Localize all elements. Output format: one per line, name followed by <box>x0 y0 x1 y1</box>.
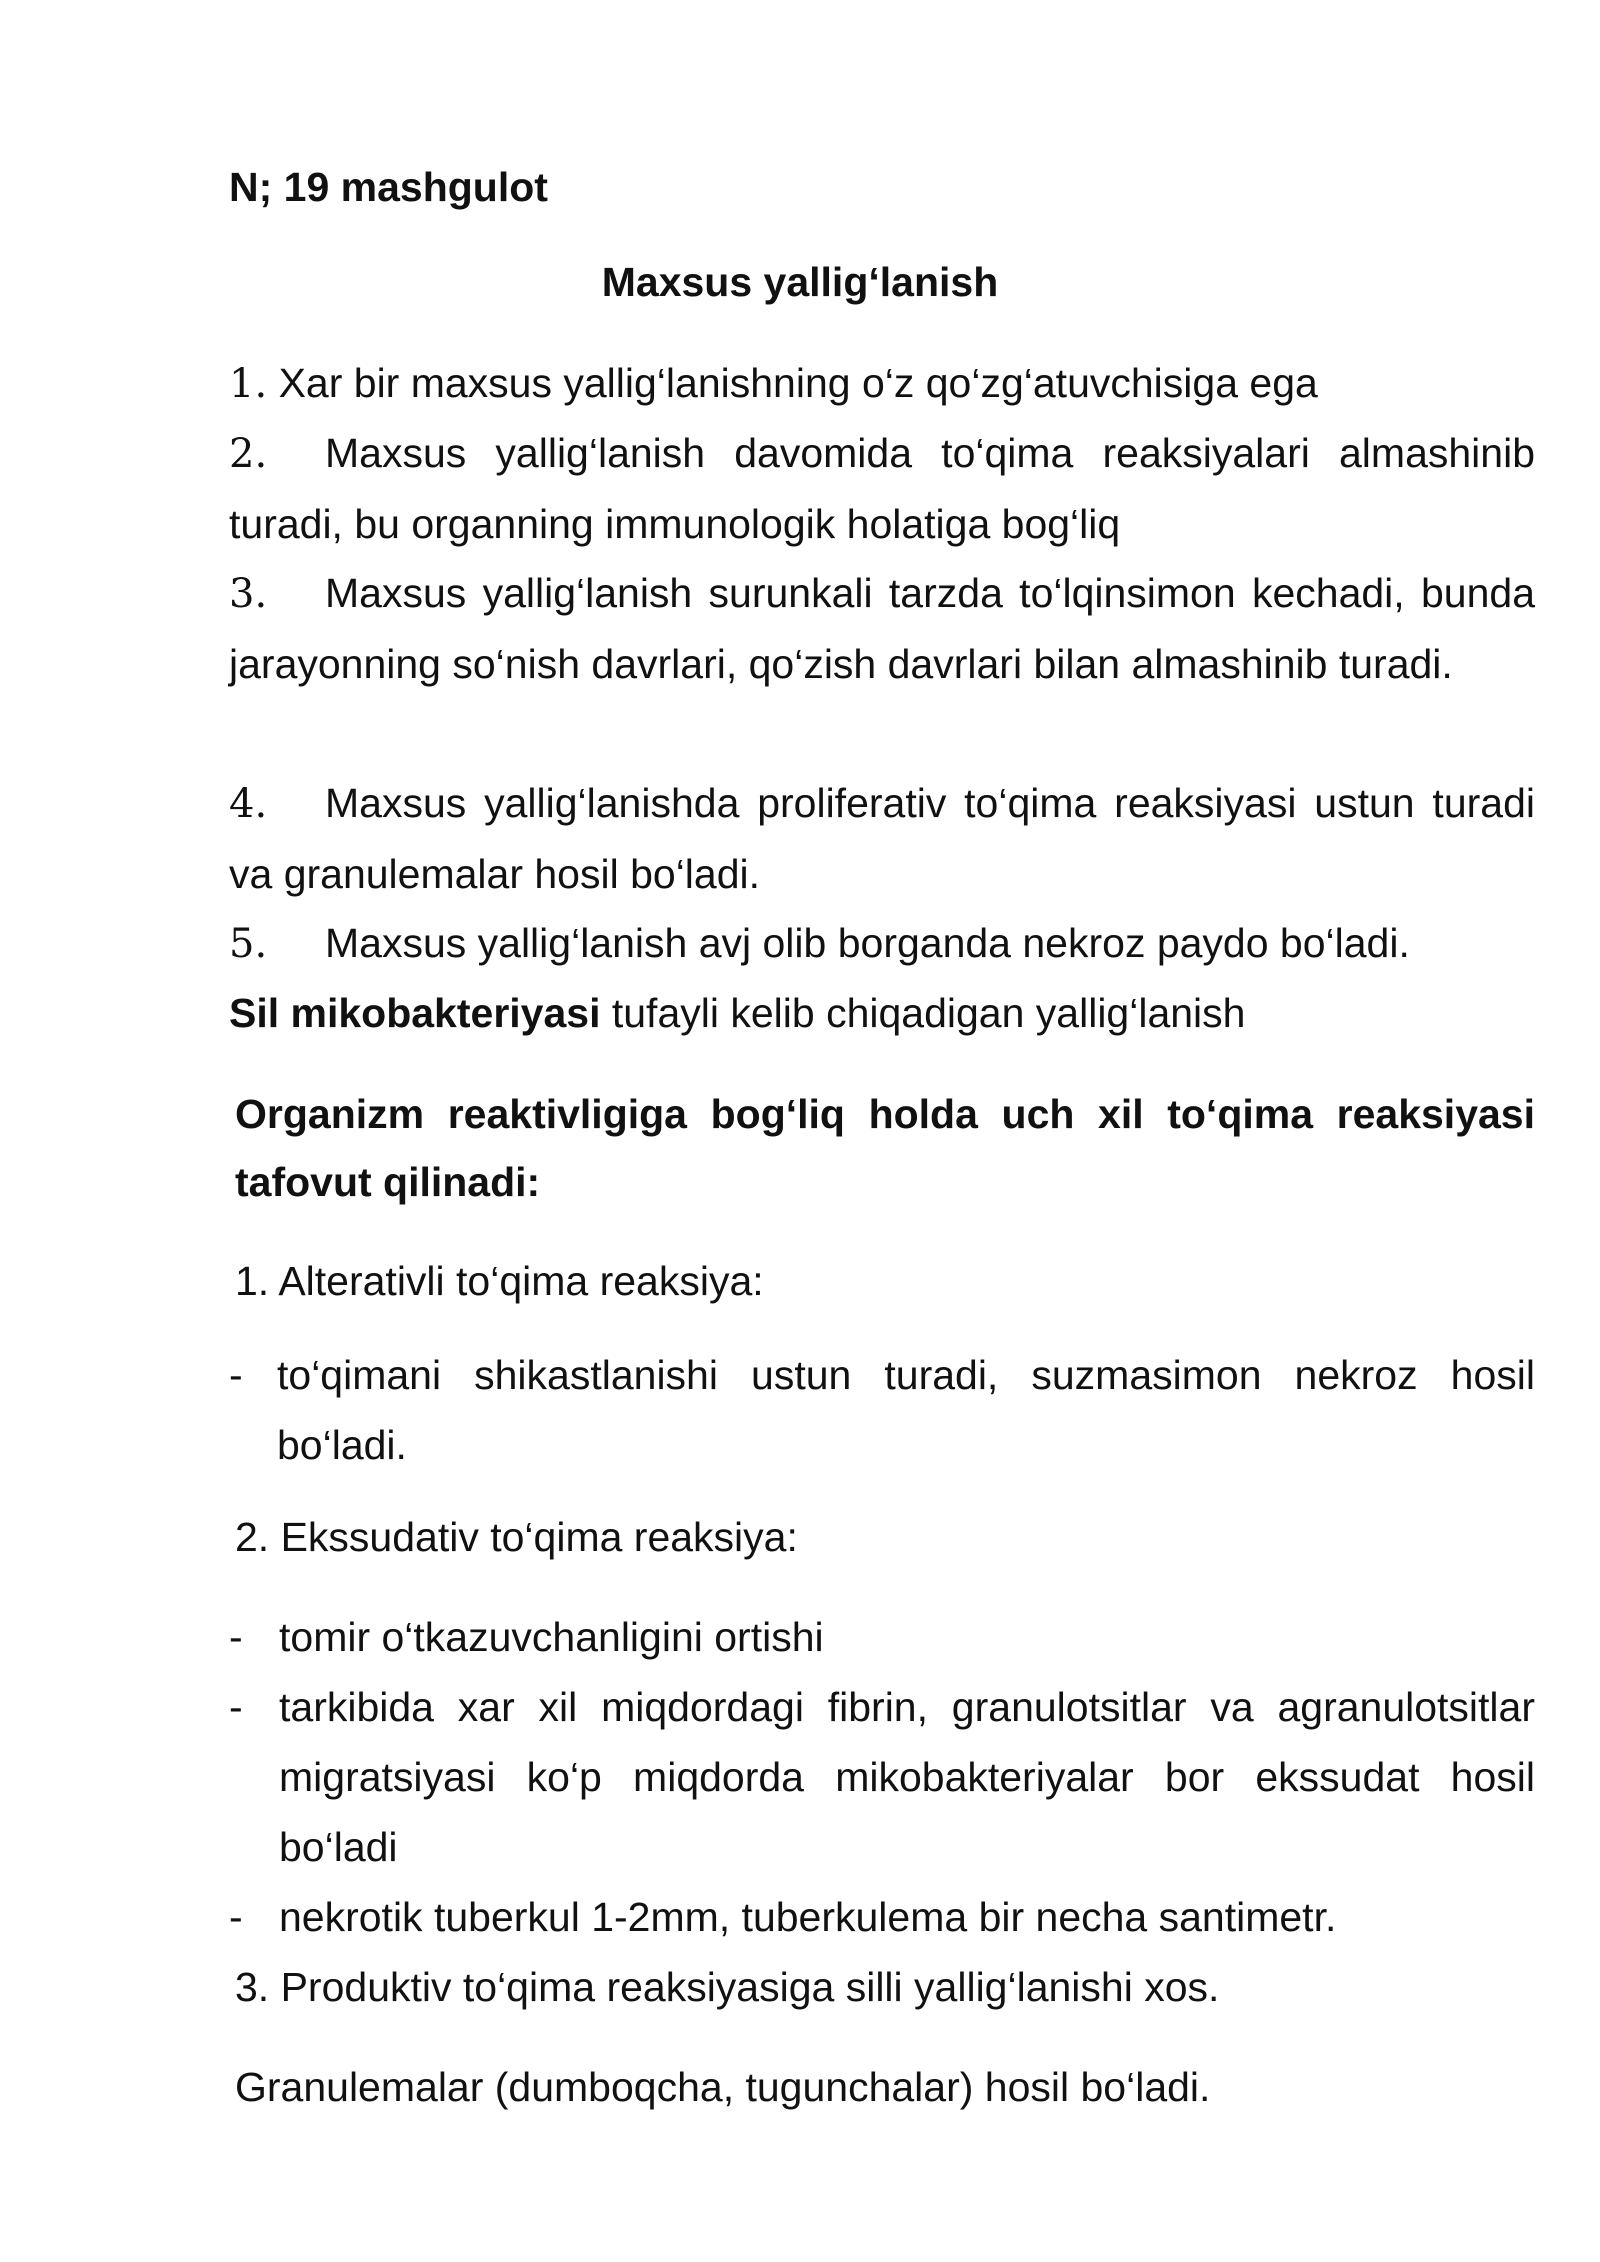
lesson-heading: N; 19 mashgulot <box>229 164 548 210</box>
reaction-2-title: 2. Ekssudativ to‘qima reaksiya: <box>235 1514 798 1560</box>
point-text: tomir o‘tkazuvchanligini ortishi <box>279 1614 824 1660</box>
item-number: 2. <box>229 431 268 477</box>
tuberculosis-description: tufayli kelib chiqadigan yallig‘lanish <box>600 990 1246 1036</box>
item-number: 1. <box>229 361 268 407</box>
reaction-3-title: 3. Produktiv to‘qima reaksiyasiga silli yallig‘lanishi xos. <box>235 1964 1220 2010</box>
dash-marker: - <box>229 1894 243 1940</box>
dash-marker: - <box>229 1352 243 1398</box>
item-number: 5. <box>229 921 268 967</box>
point-text: to‘qimani shikastlanishi ustun turadi, suzmasimon nekroz hosil bo‘ladi. <box>277 1352 1535 1468</box>
numbered-item-3 <box>229 558 1535 699</box>
numbered-item-5 <box>229 908 1535 979</box>
item-text: Xar bir maxsus yallig‘lanishning o‘z qo‘zg‘atuvchisiga ega <box>278 360 1318 406</box>
tuberculosis-term: Sil mikobakteriyasi <box>229 990 601 1036</box>
item-text: Maxsus yallig‘lanishda proliferativ to‘qima reaksiyasi ustun turadi va granulemalar hosil bo‘ladi. <box>229 780 1535 897</box>
section-heading: Organizm reaktivligiga bog‘liq holda uch xil to‘qima reaksiyasi tafovut qilinadi: <box>235 1091 1535 1205</box>
item-text: Maxsus yallig‘lanish davomida to‘qima reaksiyalari almashinib turadi, bu organning immunologik holatiga bog‘liq <box>229 430 1535 547</box>
dash-marker: - <box>229 1684 243 1730</box>
numbered-item-4 <box>229 768 1535 909</box>
reaction-1-title: 1. Alterativli to‘qima reaksiya: <box>235 1258 764 1304</box>
tuberculosis-line <box>229 978 1535 1048</box>
item-number: 3. <box>229 571 268 617</box>
item-text: Maxsus yallig‘lanish surunkali tarzda to‘lqinsimon kechadi, bunda jarayonning so‘nish davrlari, qo‘zish davrlari bilan almashinib turadi. <box>229 570 1535 687</box>
item-text: Maxsus yallig‘lanish avj olib borganda nekroz paydo bo‘ladi. <box>325 920 1410 966</box>
reaction-2-point-1 <box>229 1602 1535 1672</box>
numbered-item-1 <box>229 348 1535 419</box>
item-number: 4. <box>229 781 268 827</box>
reaction-2-point-2 <box>229 1672 1535 1882</box>
reaction-1-point <box>229 1340 1535 1480</box>
point-text: nekrotik tuberkul 1-2mm, tuberkulema bir necha santimetr. <box>279 1894 1337 1940</box>
dash-marker: - <box>229 1614 243 1660</box>
reaction-2-point-3 <box>229 1882 1535 1952</box>
numbered-item-2 <box>229 418 1535 559</box>
document-title: Maxsus yallig‘lanish <box>601 259 999 305</box>
closing-line: Granulemalar (dumboqcha, tugunchalar) hosil bo‘ladi. <box>235 2064 1211 2110</box>
point-text: tarkibida xar xil miqdordagi fibrin, granulotsitlar va agranulotsitlar migratsiyasi ko‘p miqdorda mikobakteriyalar bor ekssudat hosil bo‘ladi <box>279 1684 1535 1870</box>
